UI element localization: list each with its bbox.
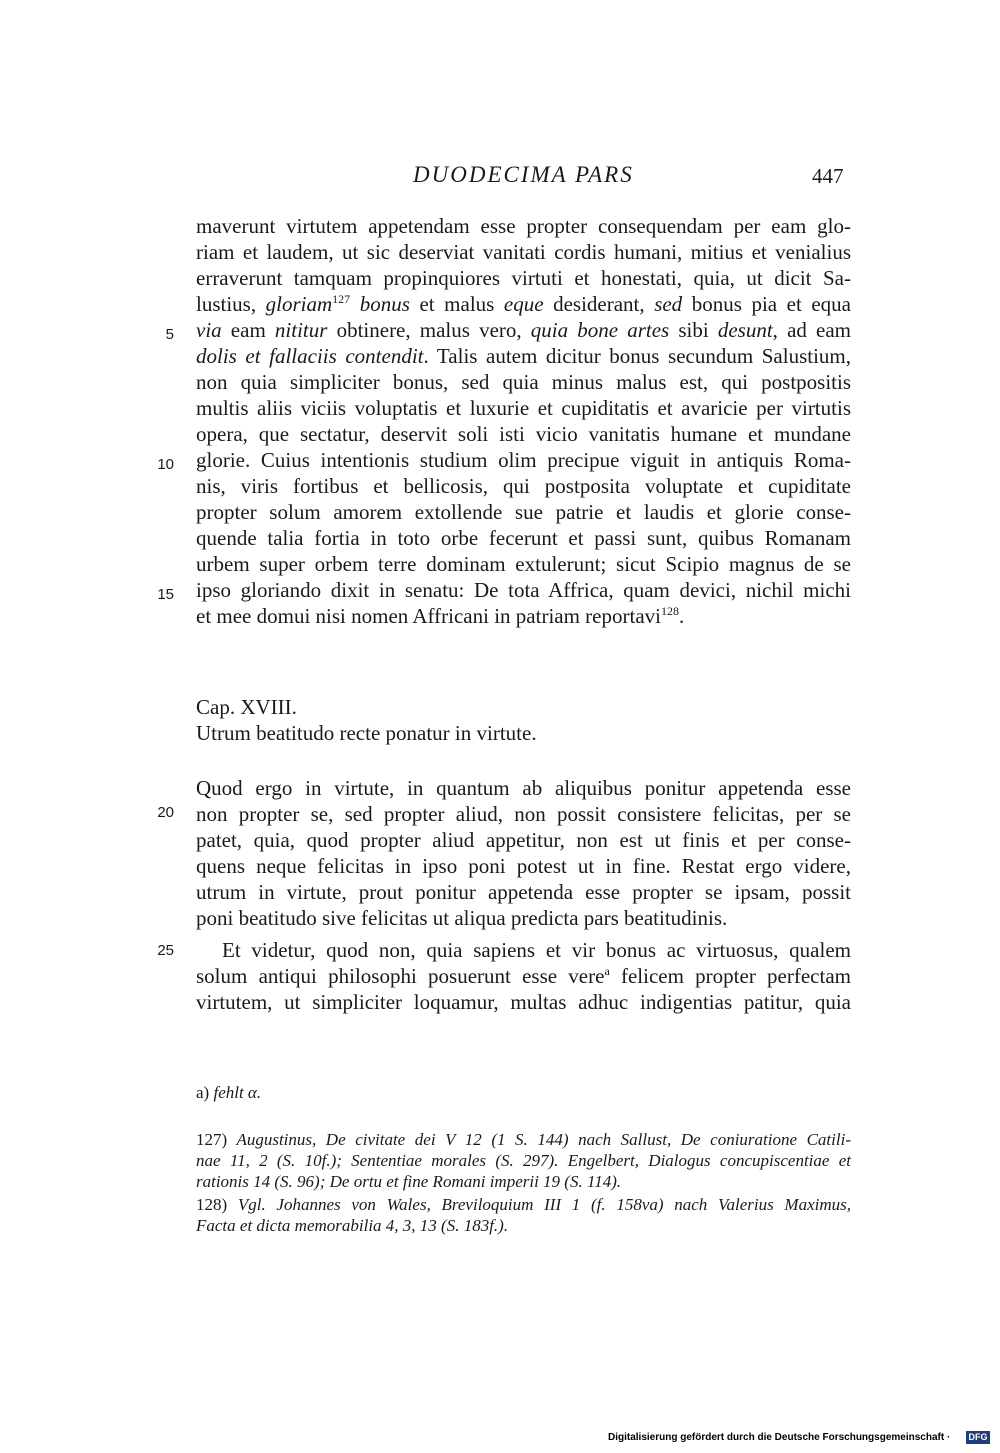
text-segment: .: [678, 604, 685, 628]
line-number: 15: [157, 586, 174, 603]
text-line: virtutem, ut simpliciter loquamur, multas adhuc indigentias patitur, quia: [196, 990, 851, 1014]
quotation-segment: via: [196, 318, 222, 342]
text-line: multis aliis viciis voluptatis et luxurie et cupiditatis et avaricie per virtutis: [196, 396, 851, 420]
chapter-title: Utrum beatitudo recte ponatur in virtute.: [196, 721, 537, 745]
apparatus-marker: a): [196, 1083, 210, 1102]
quotation-segment: quia bone artes: [530, 318, 670, 342]
text-line: non propter se, sed propter aliud, non possit consistere felicitas, per se: [196, 802, 851, 826]
dfg-logo: DFG: [966, 1431, 990, 1444]
text-line: quende talia fortia in toto orbe fecerunt et passi sunt, quibus Romanam: [196, 526, 851, 550]
text-line: Et videtur, quod non, quia sapiens et vir bonus ac virtuosus, qualem: [222, 938, 851, 962]
text-segment: sibi: [669, 318, 718, 342]
footnote-line: [196, 1129, 851, 1150]
footnote-line: rationis 14 (S. 96); De ortu et fine Romani imperii 19 (S. 114).: [196, 1172, 622, 1191]
text-line: utrum in virtute, prout ponitur appetenda esse propter se ipsam, possit: [196, 880, 851, 904]
quotation-segment: bonus: [350, 292, 410, 316]
text-segment: bonus pia et equa: [682, 292, 852, 316]
text-segment: et mee domui nisi nomen Affricani in patriam reportavi: [196, 604, 661, 628]
text-line: [196, 343, 851, 369]
text-line: erraverunt tamquam propinquiores virtuti et honestati, quia, ut dicit Sa-: [196, 266, 851, 290]
apparatus-text: fehlt α.: [213, 1083, 262, 1102]
footnote-line: Facta et dicta memorabilia 4, 3, 13 (S. 183f.).: [196, 1216, 509, 1235]
running-title: DUODECIMA PARS: [413, 162, 634, 187]
text-segment: lustius,: [196, 292, 266, 316]
line-number: 5: [165, 326, 174, 343]
text-line: nis, viris fortibus et bellicosis, qui postposita voluptate et cupiditate: [196, 474, 851, 498]
footnote-number: 128): [196, 1195, 228, 1214]
quotation-segment: nititur: [274, 318, 328, 342]
footnote-line: [196, 1194, 851, 1215]
text-line: glorie. Cuius intentionis studium olim precipue viguit in antiquis Roma-: [196, 448, 851, 472]
text-line: non quia simpliciter bonus, sed quia minus malus est, qui postpositis: [196, 370, 851, 394]
footnote-reference: 128: [660, 604, 679, 618]
apparatus-reference: a: [604, 964, 610, 978]
footnote-number: 127): [196, 1130, 228, 1149]
text-line: [196, 291, 851, 317]
footnote-line: nae 11, 2 (S. 10f.); Sententiae morales (S. 297). Engelbert, Dialogus concupiscentiae et: [196, 1151, 851, 1170]
text-segment: desiderant,: [543, 292, 655, 316]
apparatus-note: [196, 1083, 261, 1103]
text-line: quens neque felicitas in ipso poni potest ut in fine. Restat ergo videre,: [196, 854, 851, 878]
text-line: [196, 963, 851, 989]
footnote-reference: 127: [332, 292, 351, 306]
text-line: riam et laudem, ut sic deserviat vanitati cordis humani, mitius et venialius: [196, 240, 851, 264]
text-line: ipso gloriando dixit in senatu: De tota Affrica, quam devici, nichil michi: [196, 578, 851, 602]
quotation-segment: eque: [503, 292, 544, 316]
quotation-segment: gloriam: [265, 292, 333, 316]
digitization-notice: Digitalisierung gefördert durch die Deutsche Forschungsgemeinschaft ·: [608, 1432, 951, 1443]
text-line: opera, que sectatur, deservit soli isti vicio vanitatis humane et mundane: [196, 422, 851, 446]
text-segment: solum antiqui philosophi posuerunt esse vere: [196, 964, 605, 988]
text-line: patet, quia, quod propter aliud appetitur, non est ut finis et per conse-: [196, 828, 851, 852]
footnote-text: Vgl. Johannes von Wales, Breviloquium III 1 (f. 158va) nach Valerius Maximus,: [237, 1195, 851, 1214]
footnote-text: Augustinus, De civitate dei V 12 (1 S. 144) nach Sallust, De coniuratione Catili-: [236, 1130, 851, 1149]
text-segment: eam: [221, 318, 275, 342]
text-line: [196, 317, 851, 343]
text-segment: , ad eam: [772, 318, 851, 342]
quotation-segment: dolis et fallaciis contendit: [196, 344, 424, 368]
text-segment: felicem propter perfectam: [609, 964, 851, 988]
text-line: propter solum amorem extollende sue patrie et laudis et glorie conse-: [196, 500, 851, 524]
line-number: 25: [157, 942, 174, 959]
line-number: 10: [157, 456, 174, 473]
text-segment: . Talis autem dicitur bonus secundum Salustium,: [423, 344, 851, 368]
text-line: maverunt virtutem appetendam esse propter consequendam per eam glo-: [196, 214, 851, 238]
text-line: [196, 603, 851, 629]
text-segment: obtinere, malus vero,: [327, 318, 531, 342]
text-line: poni beatitudo sive felicitas ut aliqua predicta pars beatitudinis.: [196, 906, 728, 930]
text-line: Quod ergo in virtute, in quantum ab aliquibus ponitur appetenda esse: [196, 776, 851, 800]
quotation-segment: desunt: [717, 318, 773, 342]
page-number: 447: [812, 164, 844, 188]
line-number: 20: [157, 804, 174, 821]
text-segment: et malus: [409, 292, 504, 316]
text-line: urbem super orbem terre dominam extulerunt; sicut Scipio magnus de se: [196, 552, 851, 576]
quotation-segment: sed: [654, 292, 683, 316]
chapter-number: Cap. XVIII.: [196, 695, 297, 719]
